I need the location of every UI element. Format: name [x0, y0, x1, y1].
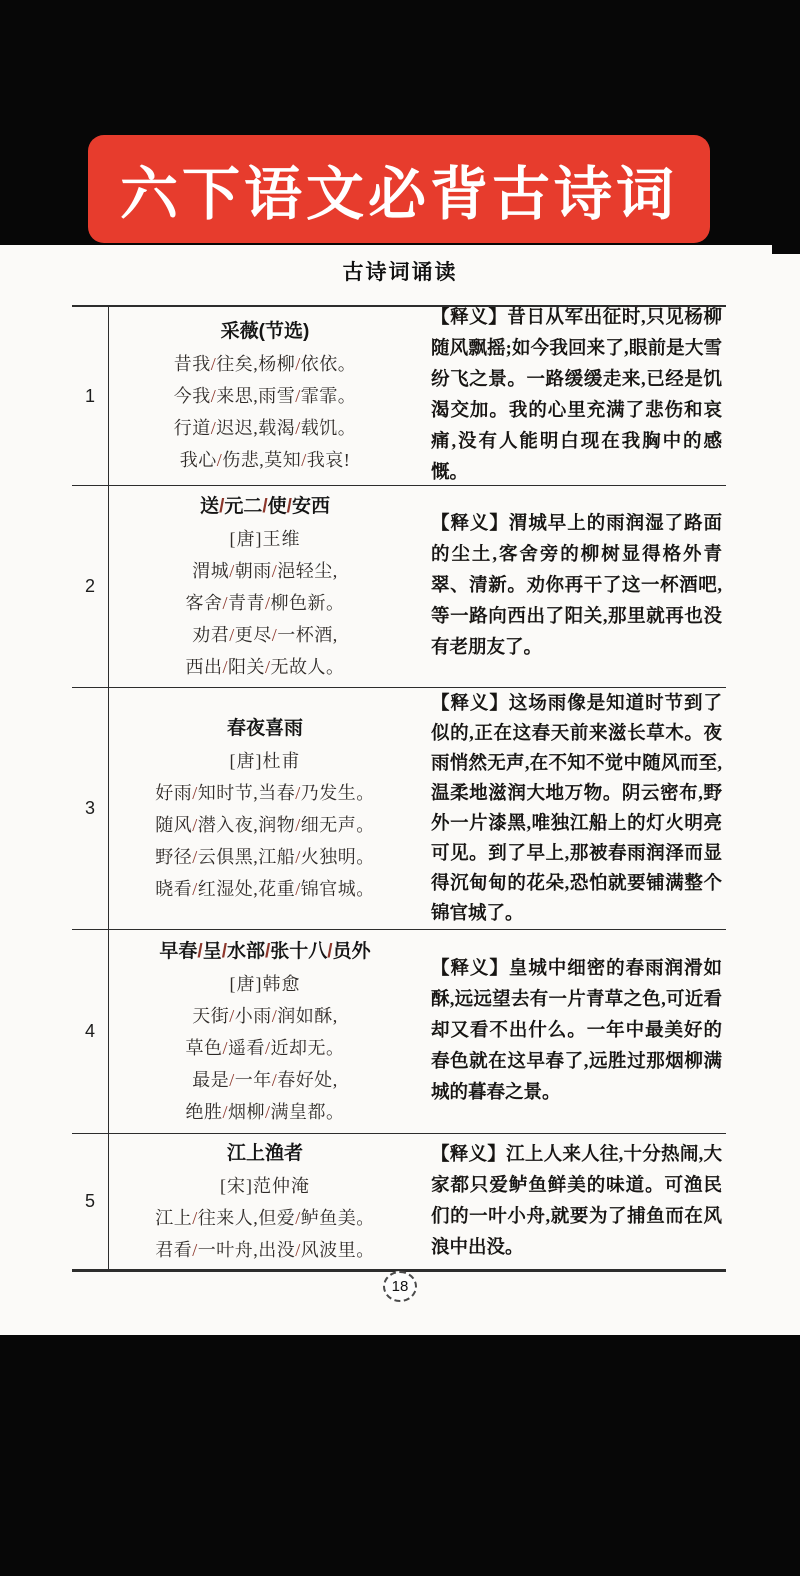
explanation-cell	[421, 486, 726, 687]
poem-line: 劝君/更尽/一杯酒,	[192, 624, 338, 645]
pause-slash-icon: /	[197, 940, 203, 962]
row-number: 5	[84, 1191, 95, 1211]
poem-line: 行道/迟迟,载渴/载饥。	[173, 418, 357, 438]
explanation-text	[431, 307, 722, 485]
poem-cell	[109, 930, 421, 1133]
pause-slash-icon: /	[271, 1005, 278, 1026]
poem-line: 草色/遥看/近却无。	[185, 1037, 345, 1058]
poem-title: 采薇(节选)	[220, 321, 310, 342]
poem-line: 西出/阳关/无故人。	[185, 656, 345, 677]
poem-line: 天街/小雨/润如酥,	[192, 1005, 338, 1026]
row-number-cell	[72, 930, 109, 1133]
row-number-cell	[72, 1134, 109, 1269]
pause-slash-icon: /	[222, 1101, 228, 1122]
row-number-cell	[72, 486, 109, 687]
explanation-body: 江上人来人往,十分热闹,大家都只爱鲈鱼鲜美的味道。可渔民们的一叶小舟,就要为了捕鱼而在风浪中出没。	[431, 1144, 722, 1258]
poem-title: 早春/呈/水部/张十八/员外	[159, 940, 371, 962]
poem-line: 今我/来思,雨雪/霏霏。	[173, 386, 357, 406]
explanation-cell	[421, 930, 726, 1133]
explanation-label: 【释义】	[431, 514, 509, 534]
poem-line: 随风/潜入夜,润物/细无声。	[155, 814, 375, 835]
poem-line: 好雨/知时节,当春/乃发生。	[155, 782, 375, 803]
poem-line: 野径/云俱黑,江船/火独明。	[155, 846, 375, 867]
poem-author: [唐]韩愈	[229, 973, 301, 994]
poem-line: 渭城/朝雨/浥轻尘,	[192, 560, 338, 581]
pause-slash-icon: /	[327, 940, 333, 962]
page-title: 古诗词诵读	[342, 261, 458, 284]
pause-slash-icon: /	[192, 1239, 198, 1260]
pause-slash-icon: /	[229, 624, 235, 645]
explanation-label: 【释义】	[431, 693, 509, 714]
pause-slash-icon: /	[286, 495, 292, 517]
poem-line: 绝胜/烟柳/满皇都。	[185, 1101, 345, 1122]
pause-slash-icon: /	[210, 418, 217, 438]
pause-slash-icon: /	[295, 814, 301, 835]
pause-slash-icon: /	[295, 878, 301, 899]
poem-cell	[109, 688, 421, 929]
poem-line: 晓看/红湿处,花重/锦官城。	[155, 878, 375, 899]
pause-slash-icon: /	[222, 656, 228, 677]
explanation-body: 这场雨像是知道时节到了似的,正在这春天前来滋长草木。夜雨悄然无声,在不知不觉中随风而至,温柔地滋润大地万物。阴云密布,野外一片漆黑,唯独江船上的灯火明亮可见。到了早上,那被春雨润泽而显得沉甸甸的花朵,恐怕就要铺满整个锦官城了。	[431, 693, 722, 924]
row-number-cell	[72, 688, 109, 929]
poem-line: 君看/一叶舟,出没/风波里。	[155, 1239, 375, 1260]
poem-title: 送/元二/使/安西	[200, 495, 330, 517]
explanation-text	[431, 1140, 722, 1264]
poem-cell	[109, 1134, 421, 1269]
pause-slash-icon: /	[295, 846, 301, 867]
pause-slash-icon: /	[295, 386, 301, 406]
page-number: 18	[391, 1278, 409, 1295]
pause-slash-icon: /	[222, 1037, 228, 1058]
black-notch	[772, 245, 800, 254]
pause-slash-icon: /	[265, 1037, 271, 1058]
pause-slash-icon: /	[265, 940, 271, 962]
pause-slash-icon: /	[265, 592, 271, 613]
pause-slash-icon: /	[271, 1069, 278, 1090]
pause-slash-icon: /	[262, 495, 268, 517]
poem-line: 我心/伤悲,莫知/我哀!	[179, 450, 351, 470]
pause-slash-icon: /	[229, 1069, 235, 1090]
row-number: 4	[84, 1021, 95, 1041]
poem-line: 最是/一年/春好处,	[192, 1069, 338, 1090]
explanation-label: 【释义】	[431, 1144, 507, 1165]
poem-cell	[109, 307, 421, 485]
poem-author: [宋]范仲淹	[220, 1175, 310, 1196]
poems-table	[72, 305, 726, 1272]
pause-slash-icon: /	[219, 495, 225, 517]
poem-title: 春夜喜雨	[226, 717, 303, 739]
pause-slash-icon: /	[265, 656, 271, 677]
poem-author: [唐]王维	[229, 528, 301, 549]
table-row	[72, 485, 726, 687]
row-number: 2	[84, 576, 95, 596]
explanation-cell	[421, 1134, 726, 1269]
explanation-body: 昔日从军出征时,只见杨柳随风飘摇;如今我回来了,眼前是大雪纷飞之景。一路缓缓走来,已经是饥渴交加。我的心里充满了悲伤和哀痛,没有人能明白现在我胸中的感慨。	[431, 308, 722, 483]
pause-slash-icon: /	[265, 1101, 271, 1122]
pause-slash-icon: /	[222, 592, 228, 613]
pause-slash-icon: /	[295, 1239, 301, 1260]
pause-slash-icon: /	[192, 1207, 198, 1228]
explanation-label: 【释义】	[431, 308, 508, 328]
table-row	[72, 929, 726, 1133]
row-number-cell	[72, 307, 109, 485]
poem-line: 江上/往来人,但爱/鲈鱼美。	[155, 1207, 375, 1228]
explanation-cell	[421, 307, 726, 485]
pause-slash-icon: /	[221, 940, 227, 962]
explanation-text	[431, 509, 722, 664]
poem-line: 昔我/往矣,杨柳/依依。	[173, 354, 357, 374]
pause-slash-icon: /	[229, 560, 235, 581]
bottom-black-bar	[0, 1335, 800, 1576]
pause-slash-icon: /	[301, 450, 307, 470]
pause-slash-icon: /	[192, 782, 198, 803]
pause-slash-icon: /	[192, 814, 198, 835]
row-number: 1	[84, 385, 95, 406]
explanation-text	[431, 689, 722, 929]
explanation-text	[431, 954, 722, 1109]
pause-slash-icon: /	[295, 782, 301, 803]
page-number-badge	[383, 1271, 417, 1302]
poem-cell	[109, 486, 421, 687]
pause-slash-icon: /	[210, 386, 217, 406]
table-row	[72, 307, 726, 485]
pause-slash-icon: /	[229, 1005, 235, 1026]
explanation-label: 【释义】	[431, 959, 509, 979]
pause-slash-icon: /	[192, 878, 198, 899]
explanation-body: 渭城早上的雨润湿了路面的尘土,客舍旁的柳树显得格外青翠、清新。劝你再干了这一杯酒吧,等一路向西出了阳关,那里就再也没有老朋友了。	[431, 514, 722, 658]
pause-slash-icon: /	[216, 450, 223, 470]
banner-title: 六下语文必背古诗词	[119, 162, 678, 227]
pause-slash-icon: /	[192, 846, 198, 867]
poem-title: 江上渔者	[226, 1142, 303, 1164]
poem-author: [唐]杜甫	[229, 750, 301, 771]
explanation-body: 皇城中细密的春雨润滑如酥,远远望去有一片青草之色,可近看却又看不出什么。一年中最美好的春色就在这早春了,远胜过那烟柳满城的暮春之景。	[431, 959, 722, 1103]
title-banner	[88, 135, 710, 243]
pause-slash-icon: /	[295, 418, 301, 438]
poem-line: 客舍/青青/柳色新。	[185, 592, 345, 613]
pause-slash-icon: /	[210, 354, 217, 374]
pause-slash-icon: /	[295, 1207, 301, 1228]
table-row	[72, 687, 726, 929]
pause-slash-icon: /	[295, 354, 301, 374]
pause-slash-icon: /	[271, 624, 278, 645]
explanation-cell	[421, 688, 726, 929]
row-number: 3	[84, 798, 95, 818]
table-row	[72, 1133, 726, 1269]
pause-slash-icon: /	[271, 560, 278, 581]
